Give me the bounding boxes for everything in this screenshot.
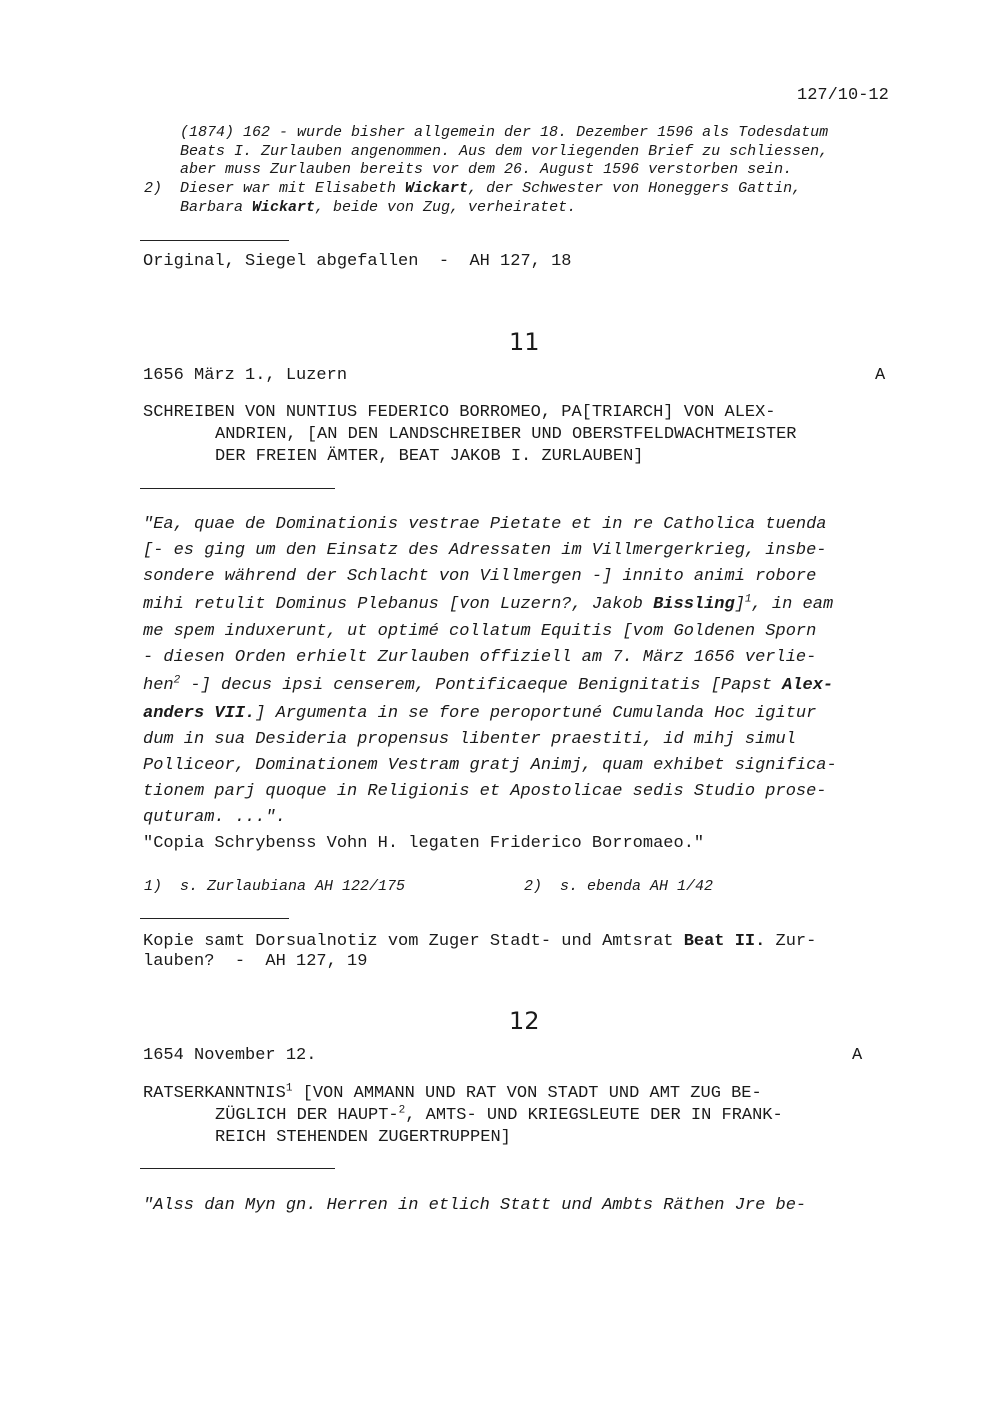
divider-rule — [140, 918, 289, 919]
document-mark: A — [875, 366, 886, 385]
footnote-number: 2) — [144, 180, 163, 197]
footnote-continuation-line: Beats I. Zurlauben angenommen. Aus dem vorliegenden Brief zu schliessen, — [180, 143, 829, 160]
document-title-line: REICH STEHENDEN ZUGERTRUPPEN] — [215, 1128, 511, 1147]
footnote-2-line: Barbara Wickart, beide von Zug, verheiratet. — [180, 199, 577, 216]
source-note: lauben? - AH 127, 19 — [143, 952, 368, 971]
copia-note: "Copia Schrybenss Vohn H. legaten Friderico Borromaeo." — [143, 834, 705, 853]
source-note: Original, Siegel abgefallen - AH 127, 18 — [143, 252, 572, 271]
quote-line: anders VII.] Argumenta in se fore peroportuné Cumulanda Hoc igitur — [143, 704, 817, 723]
page-number: 127/10-12 — [797, 86, 889, 105]
quote-line: me spem induxerunt, ut optimé collatum Equitis [vom Goldenen Sporn — [143, 622, 817, 641]
document-title-line: RATSERKANNTNIS$^1$ [VON AMMANN UND RAT VON STADT UND AMT ZUG BE- — [143, 1082, 762, 1103]
document-date-place: 1656 März 1., Luzern — [143, 366, 348, 385]
footnote: 2) s. ebenda AH 1/42 — [524, 878, 714, 895]
quote-line: mihi retulit Dominus Plebanus [von Luzern?, Jakob Bissling]$^1$, in eam — [143, 593, 834, 614]
document-title-line: ZÜGLICH DER HAUPT-$^2$, AMTS- UND KRIEGSLEUTE DER IN FRANK- — [215, 1104, 783, 1125]
footnote: 1) s. Zurlaubiana AH 122/175 — [144, 878, 406, 895]
document-number: 12 — [509, 1007, 540, 1035]
document-mark: A — [852, 1046, 863, 1065]
quote-line: sondere während der Schlacht von Villmergen -] innito animi robore — [143, 567, 817, 586]
document-date-place: 1654 November 12. — [143, 1046, 317, 1065]
divider-rule — [140, 488, 335, 489]
footnote-2-line: Dieser war mit Elisabeth Wickart, der Schwester von Honeggers Gattin, — [180, 180, 802, 197]
quote-line: dum in sua Desideria propensus libenter praestiti, id mihj simul — [143, 730, 796, 749]
quote-line: [- es ging um den Einsatz des Adressaten im Villmergerkrieg, insbe- — [143, 541, 827, 560]
divider-rule — [140, 1168, 335, 1169]
quote-line: "Alss dan Myn gn. Herren in etlich Statt und Ambts Räthen Jre be- — [143, 1196, 807, 1215]
quote-line: tionem parj quoque in Religionis et Apostolicae sedis Studio prose- — [143, 782, 827, 801]
document-title-line: ANDRIEN, [AN DEN LANDSCHREIBER UND OBERSTFELDWACHTMEISTER — [215, 425, 797, 444]
footnote-continuation-line: (1874) 162 - wurde bisher allgemein der 18. Dezember 1596 als Todesdatum — [180, 124, 829, 141]
divider-rule — [140, 240, 289, 241]
quote-line: - diesen Orden erhielt Zurlauben offiziell am 7. März 1656 verlie- — [143, 648, 817, 667]
document-number: 11 — [509, 328, 540, 356]
document-title-line: DER FREIEN ÄMTER, BEAT JAKOB I. ZURLAUBEN] — [215, 447, 644, 466]
quote-line: hen$^2$ -] decus ipsi censerem, Pontificaeque Benignitatis [Papst Alex- — [143, 674, 834, 695]
document-title-line: SCHREIBEN VON NUNTIUS FEDERICO BORROMEO, PA[TRIARCH] VON ALEX- — [143, 403, 776, 422]
quote-line: "Ea, quae de Dominationis vestrae Pietate et in re Catholica tuenda — [143, 515, 827, 534]
footnote-continuation-line: aber muss Zurlauben bereits vor dem 26. August 1596 verstorben sein. — [180, 161, 793, 178]
quote-line: Polliceor, Dominationem Vestram gratj Animj, quam exhibet significa- — [143, 756, 837, 775]
source-note: Kopie samt Dorsualnotiz vom Zuger Stadt- und Amtsrat Beat II. Zur- — [143, 932, 817, 951]
quote-line: quturam. ...". — [143, 808, 286, 827]
